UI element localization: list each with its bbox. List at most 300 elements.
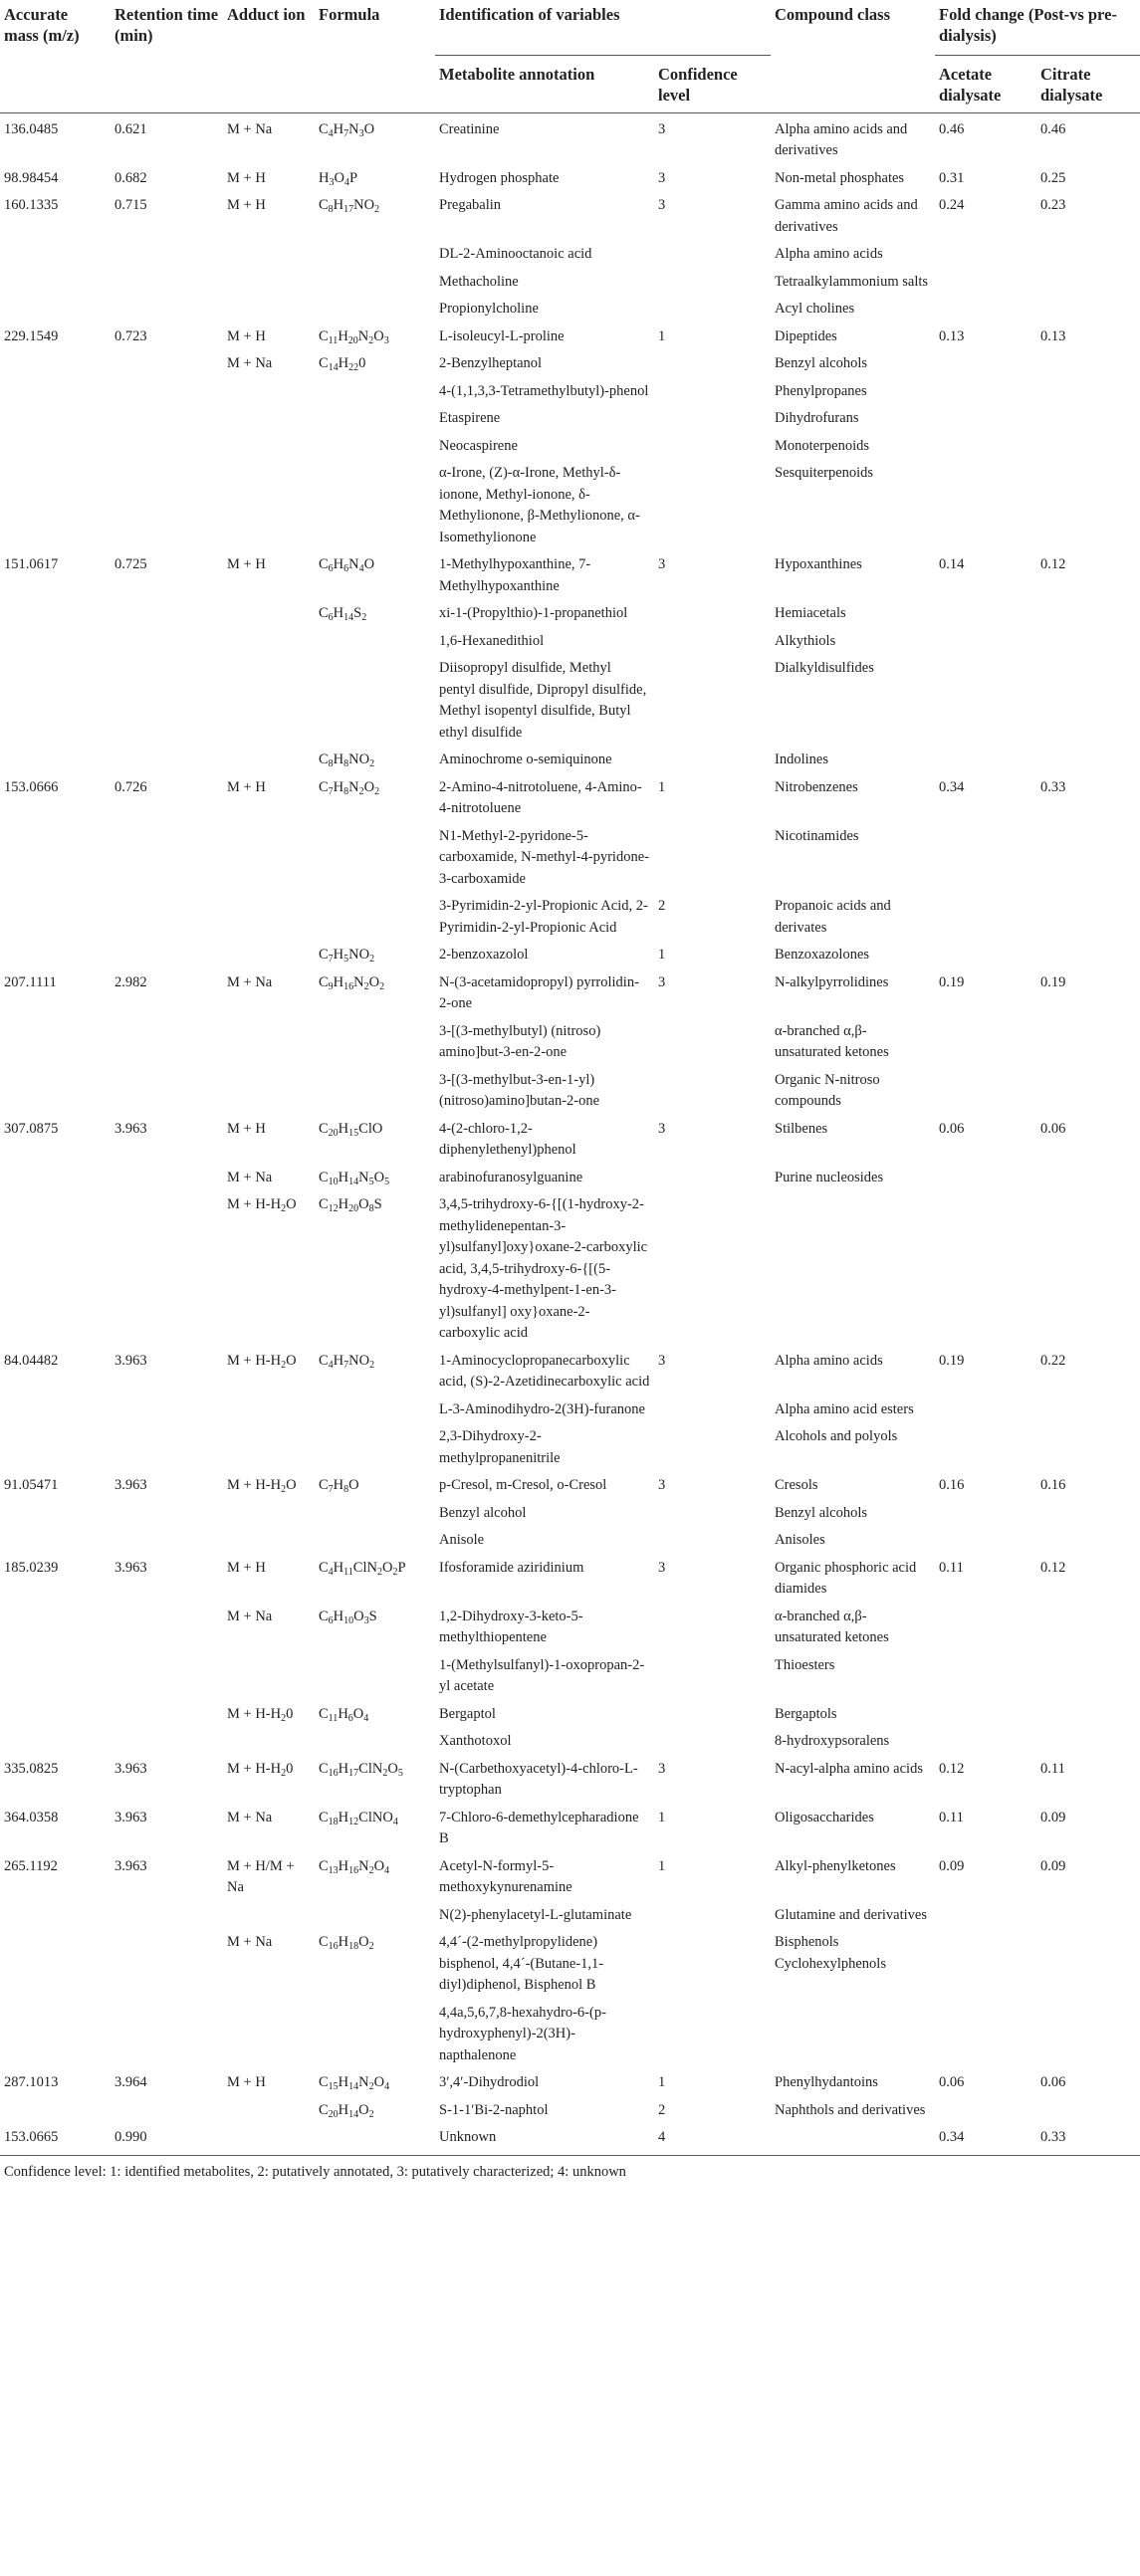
retention-time-cell: 0.715 xyxy=(114,197,147,214)
annotation-cell: 7-Chloro-6-demethylcepharadione B xyxy=(439,1809,639,1847)
retention-time-cell: 0.682 xyxy=(114,169,147,186)
retention-time-cell: 3.964 xyxy=(114,2074,147,2091)
citrate-cell xyxy=(1036,1191,1140,1348)
header-identification: Identification of variables xyxy=(435,0,771,55)
annotation-cell: Xanthotoxol xyxy=(439,1733,512,1750)
table-row xyxy=(0,1423,1140,1472)
adduct-cell: M + H xyxy=(227,1559,266,1576)
acetate-cell: 0.16 xyxy=(939,1477,965,1494)
retention-time-cell xyxy=(111,1527,223,1555)
formula-cell xyxy=(315,433,435,461)
formula-cell: $C_{15}H_{14}N_2O_4$ xyxy=(319,2074,390,2093)
retention-time-cell: 3.963 xyxy=(114,1120,147,1137)
annotation-cell: Neocaspirene xyxy=(439,437,518,454)
confidence-cell: 2 xyxy=(658,898,666,915)
table-row xyxy=(0,1701,1140,1729)
acetate-cell xyxy=(935,269,1036,297)
retention-time-cell: 0.723 xyxy=(114,327,147,344)
confidence-cell xyxy=(654,433,771,461)
mass-cell xyxy=(0,1728,111,1756)
citrate-cell xyxy=(1036,823,1140,894)
acetate-cell xyxy=(935,1500,1036,1528)
confidence-cell: 4 xyxy=(654,2124,771,2155)
citrate-cell: 0.22 xyxy=(1040,1352,1066,1369)
acetate-cell xyxy=(935,1067,1036,1116)
retention-time-cell xyxy=(111,405,223,433)
citrate-cell: 0.19 xyxy=(1040,973,1066,990)
citrate-cell: 0.33 xyxy=(1036,2124,1140,2155)
table-row xyxy=(0,628,1140,656)
formula-cell xyxy=(315,1067,435,1116)
citrate-cell xyxy=(1036,460,1140,551)
acetate-cell: 0.09 xyxy=(939,1857,965,1874)
compound-class-cell: α-branched α,β-unsaturated ketones xyxy=(775,1022,889,1061)
acetate-cell: 0.34 xyxy=(939,778,965,795)
table-row xyxy=(0,1756,1140,1805)
formula-cell: $C_{12}H_{20}O_8S$ xyxy=(319,1196,382,1215)
compound-class-cell: Non-metal phosphates xyxy=(775,169,905,186)
formula-cell xyxy=(315,241,435,269)
acetate-cell: 0.34 xyxy=(935,2124,1036,2155)
table-row xyxy=(0,165,1140,193)
table-row xyxy=(0,1472,1140,1500)
compound-class-cell: Benzyl alcohols xyxy=(775,355,868,372)
header-citrate-dialysate: Citrate dialysate xyxy=(1036,55,1140,112)
formula-cell: $C_7H_8N_2O_2$ xyxy=(319,778,380,797)
formula-cell: $C_6H_{10}O_3S$ xyxy=(319,1608,377,1626)
adduct-cell: M + Na xyxy=(227,1608,273,1624)
retention-time-cell xyxy=(111,1165,223,1192)
compound-class-cell: Alpha amino acids and derivatives xyxy=(775,120,908,159)
confidence-cell xyxy=(654,1902,771,1930)
confidence-cell xyxy=(654,1701,771,1729)
confidence-cell: 3 xyxy=(658,169,666,186)
formula-cell: $C_7H_8O$ xyxy=(319,1477,359,1496)
table-row xyxy=(0,378,1140,406)
acetate-cell xyxy=(935,1701,1036,1729)
mass-cell xyxy=(0,1652,111,1701)
formula-cell: $C_{20}H_{15}ClO$ xyxy=(319,1120,383,1139)
compound-class-cell: Organic N-nitroso compounds xyxy=(775,1071,880,1110)
table-row xyxy=(0,774,1140,823)
acetate-cell xyxy=(935,1902,1036,1930)
formula-cell: $C_{11}H_6O_4$ xyxy=(319,1705,369,1724)
confidence-cell xyxy=(654,600,771,628)
annotation-cell: Hydrogen phosphate xyxy=(439,169,560,186)
confidence-cell xyxy=(654,1604,771,1652)
adduct-cell: M + H xyxy=(227,1120,266,1137)
adduct-cell xyxy=(223,1396,315,1424)
citrate-cell: 0.16 xyxy=(1040,1477,1066,1494)
compound-class-cell: Benzyl alcohols xyxy=(775,1504,868,1521)
adduct-cell: $M + H-H_20$ xyxy=(227,1760,294,1779)
adduct-cell: $M + H-H_2O$ xyxy=(227,1352,297,1371)
annotation-cell: N1-Methyl-2-pyridone-5-carboxamide, N-methyl-4-pyridone-3-carboxamide xyxy=(439,827,649,887)
acetate-cell xyxy=(935,460,1036,551)
citrate-cell xyxy=(1036,1652,1140,1701)
confidence-cell: 1 xyxy=(658,778,666,795)
formula-cell xyxy=(315,628,435,656)
formula-cell: $C_4H_{11}ClN_2O_2P$ xyxy=(319,1559,406,1578)
compound-class-cell: N-alkylpyrrolidines xyxy=(775,973,889,990)
acetate-cell xyxy=(935,1191,1036,1348)
retention-time-cell xyxy=(111,1929,223,2000)
citrate-cell: 0.25 xyxy=(1040,169,1066,186)
citrate-cell xyxy=(1036,1929,1140,2000)
formula-cell xyxy=(315,460,435,551)
confidence-cell xyxy=(654,655,771,747)
mass-cell xyxy=(0,2000,111,2070)
confidence-cell: 3 xyxy=(658,1120,666,1137)
adduct-cell xyxy=(223,1423,315,1472)
compound-class-cell: Purine nucleosides xyxy=(775,1169,884,1185)
confidence-cell xyxy=(654,747,771,774)
formula-cell: $C_6H_6N_4O$ xyxy=(319,556,375,575)
formula-cell: $H_3O_4P$ xyxy=(319,169,358,188)
mass-cell xyxy=(0,1701,111,1729)
compound-class-cell: Dihydrofurans xyxy=(775,410,859,427)
formula-cell xyxy=(315,1018,435,1067)
compound-class-cell: Thioesters xyxy=(775,1656,835,1673)
confidence-cell xyxy=(654,1929,771,2000)
citrate-cell xyxy=(1036,1604,1140,1652)
mass-cell: 98.98454 xyxy=(4,169,59,186)
formula-cell xyxy=(315,1527,435,1555)
acetate-cell: 0.11 xyxy=(939,1809,964,1825)
confidence-cell xyxy=(654,1652,771,1701)
annotation-cell: 4,4´-(2-methylpropylidene) bisphenol, 4,4´-(Butane-1,1-diyl)diphenol, Bisphenol B xyxy=(439,1934,604,1994)
mass-cell: 307.0875 xyxy=(4,1120,59,1137)
citrate-cell: 0.12 xyxy=(1040,1559,1066,1576)
compound-class-cell: N-acyl-alpha amino acids xyxy=(775,1760,923,1777)
acetate-cell xyxy=(935,600,1036,628)
table-row xyxy=(0,942,1140,969)
annotation-cell: 3-[(3-methylbut-3-en-1-yl) (nitroso)amino]butan-2-one xyxy=(439,1071,600,1110)
confidence-cell xyxy=(654,1423,771,1472)
compound-class-cell: Tetraalkylammonium salts xyxy=(775,273,929,290)
citrate-cell xyxy=(1036,1500,1140,1528)
adduct-cell xyxy=(223,2124,315,2155)
retention-time-cell xyxy=(111,600,223,628)
citrate-cell xyxy=(1036,942,1140,969)
adduct-cell xyxy=(223,2097,315,2125)
compound-class-cell: Nitrobenzenes xyxy=(775,778,858,795)
annotation-cell: S-1-1′Bi-2-naphtol xyxy=(439,2101,549,2118)
formula-cell xyxy=(315,2124,435,2155)
table-row xyxy=(0,1396,1140,1424)
retention-time-cell xyxy=(111,241,223,269)
header-acetate-dialysate: Acetate dialysate xyxy=(935,55,1036,112)
citrate-cell xyxy=(1036,1527,1140,1555)
confidence-cell xyxy=(654,1396,771,1424)
adduct-cell xyxy=(223,655,315,747)
retention-time-cell xyxy=(111,942,223,969)
annotation-cell: 1-(Methylsulfanyl)-1-oxopropan-2-yl acetate xyxy=(439,1656,645,1695)
header-formula: Formula xyxy=(315,0,435,112)
confidence-cell xyxy=(654,1067,771,1116)
table-row xyxy=(0,460,1140,551)
mass-cell: 185.0239 xyxy=(4,1559,59,1576)
annotation-cell: Aminochrome o-semiquinone xyxy=(439,751,612,768)
retention-time-cell xyxy=(111,1396,223,1424)
annotation-cell: Unknown xyxy=(435,2124,654,2155)
confidence-cell xyxy=(654,1500,771,1528)
retention-time-cell: 0.621 xyxy=(114,120,147,137)
acetate-cell xyxy=(935,628,1036,656)
adduct-cell: M + H xyxy=(227,2074,266,2091)
citrate-cell: 0.33 xyxy=(1040,778,1066,795)
adduct-cell xyxy=(223,1728,315,1756)
adduct-cell xyxy=(223,747,315,774)
formula-cell xyxy=(315,1902,435,1930)
mass-cell: 229.1549 xyxy=(4,327,59,344)
compound-class-cell: Phenylpropanes xyxy=(775,382,867,399)
adduct-cell xyxy=(223,1527,315,1555)
acetate-cell xyxy=(935,1728,1036,1756)
compound-class-cell: Acyl cholines xyxy=(775,301,855,318)
annotation-cell: DL-2-Aminooctanoic acid xyxy=(439,246,592,263)
annotation-cell: 2,3-Dihydroxy-2-methylpropanenitrile xyxy=(439,1428,561,1466)
acetate-cell xyxy=(935,405,1036,433)
confidence-cell: 1 xyxy=(658,1857,666,1874)
acetate-cell: 0.14 xyxy=(939,556,965,573)
table-row xyxy=(0,893,1140,942)
mass-cell: 151.0617 xyxy=(4,556,59,573)
compound-class-cell: Alpha amino acids xyxy=(775,1352,883,1369)
table-row xyxy=(0,655,1140,747)
citrate-cell xyxy=(1036,2000,1140,2070)
retention-time-cell: 0.990 xyxy=(111,2124,223,2155)
adduct-cell: M + H xyxy=(227,556,266,573)
formula-cell xyxy=(315,893,435,942)
compound-class-cell: Dialkyldisulfides xyxy=(775,660,874,677)
retention-time-cell xyxy=(111,2097,223,2125)
adduct-cell xyxy=(223,2000,315,2070)
compound-class-cell: Gamma amino acids and derivatives xyxy=(775,197,918,235)
citrate-cell xyxy=(1036,747,1140,774)
citrate-cell: 0.09 xyxy=(1040,1809,1066,1825)
confidence-cell xyxy=(654,1527,771,1555)
citrate-cell xyxy=(1036,296,1140,323)
retention-time-cell xyxy=(111,1423,223,1472)
formula-cell xyxy=(315,269,435,297)
confidence-cell xyxy=(654,1728,771,1756)
compound-class-cell: Bergaptols xyxy=(775,1705,837,1722)
formula-cell: $C_6H_{14}S_2$ xyxy=(319,605,367,624)
mass-cell xyxy=(0,405,111,433)
citrate-cell xyxy=(1036,433,1140,461)
acetate-cell xyxy=(935,1604,1036,1652)
adduct-cell: M + Na xyxy=(227,1809,273,1825)
compound-class-cell: Anisoles xyxy=(775,1532,825,1549)
confidence-cell xyxy=(654,269,771,297)
table-row xyxy=(0,1728,1140,1756)
adduct-cell xyxy=(223,942,315,969)
acetate-cell xyxy=(935,1018,1036,1067)
confidence-cell xyxy=(654,1018,771,1067)
confidence-cell xyxy=(654,241,771,269)
compound-class-cell: Organic phosphoric acid diamides xyxy=(775,1559,917,1598)
citrate-cell xyxy=(1036,2097,1140,2125)
retention-time-cell xyxy=(111,1902,223,1930)
retention-time-cell xyxy=(111,1728,223,1756)
confidence-cell: 3 xyxy=(658,1352,666,1369)
acetate-cell: 0.06 xyxy=(939,1120,965,1137)
confidence-cell: 1 xyxy=(658,1809,666,1825)
annotation-cell: α-Irone, (Z)-α-Irone, Methyl-δ-ionone, Methyl-ionone, δ-Methylionone, β-Methylionone, α-Isomethylionone xyxy=(439,465,640,545)
compound-class-cell xyxy=(771,1191,935,1348)
mass-cell xyxy=(0,1929,111,2000)
mass-cell: 364.0358 xyxy=(4,1809,59,1825)
formula-cell xyxy=(315,1652,435,1701)
mass-cell xyxy=(0,942,111,969)
confidence-cell xyxy=(654,296,771,323)
mass-cell xyxy=(0,241,111,269)
acetate-cell xyxy=(935,942,1036,969)
header-adduct-ion: Adduct ion xyxy=(223,0,315,112)
adduct-cell xyxy=(223,241,315,269)
formula-cell: $C_{13}H_{16}N_2O_4$ xyxy=(319,1857,390,1876)
annotation-cell: Acetyl-N-formyl-5-methoxykynurenamine xyxy=(439,1857,572,1896)
formula-cell xyxy=(315,655,435,747)
retention-time-cell xyxy=(111,823,223,894)
retention-time-cell: 3.963 xyxy=(114,1559,147,1576)
confidence-cell: 1 xyxy=(658,947,666,964)
annotation-cell: Bergaptol xyxy=(439,1705,496,1722)
annotation-cell: 4-(2-chloro-1,2-diphenylethenyl)phenol xyxy=(439,1120,576,1159)
annotation-cell: 2-benzoxazolol xyxy=(439,947,529,964)
table-row xyxy=(0,1929,1140,2000)
formula-cell xyxy=(315,1423,435,1472)
mass-cell xyxy=(0,378,111,406)
retention-time-cell xyxy=(111,1500,223,1528)
formula-cell: $C_{11}H_{20}N_2O_3$ xyxy=(319,327,389,346)
acetate-cell xyxy=(935,655,1036,747)
confidence-cell: 3 xyxy=(658,973,666,990)
retention-time-cell xyxy=(111,1018,223,1067)
adduct-cell: M + H/M + Na xyxy=(227,1857,295,1896)
citrate-cell: 0.13 xyxy=(1040,327,1066,344)
annotation-cell: xi-1-(Propylthio)-1-propanethiol xyxy=(439,605,628,622)
acetate-cell: 0.24 xyxy=(939,197,965,214)
retention-time-cell: 3.963 xyxy=(114,1857,147,1874)
citrate-cell: 0.46 xyxy=(1040,120,1066,137)
confidence-cell: 3 xyxy=(658,197,666,214)
formula-cell xyxy=(315,1728,435,1756)
acetate-cell xyxy=(935,378,1036,406)
formula-cell xyxy=(315,296,435,323)
retention-time-cell xyxy=(111,1652,223,1701)
adduct-cell: M + H xyxy=(227,327,266,344)
formula-cell: $C_8H_{17}NO_2$ xyxy=(319,197,380,216)
mass-cell: 335.0825 xyxy=(4,1760,59,1777)
acetate-cell xyxy=(935,1396,1036,1424)
retention-time-cell xyxy=(111,378,223,406)
acetate-cell xyxy=(935,823,1036,894)
table-footnote: Confidence level: 1: identified metabolites, 2: putatively annotated, 3: putatively characterized; 4: unknown xyxy=(4,2163,626,2180)
table-row xyxy=(0,1902,1140,1930)
mass-cell xyxy=(0,747,111,774)
citrate-cell xyxy=(1036,655,1140,747)
adduct-cell xyxy=(223,823,315,894)
annotation-cell: 1-Aminocyclopropanecarboxylic acid, (S)-2-Azetidinecarboxylic acid xyxy=(439,1352,650,1391)
mass-cell: 84.04482 xyxy=(4,1352,59,1369)
table-row xyxy=(0,2069,1140,2097)
annotation-cell: L-3-Aminodihydro-2(3H)-furanone xyxy=(439,1400,645,1417)
mass-cell: 153.0666 xyxy=(4,778,59,795)
retention-time-cell xyxy=(111,655,223,747)
acetate-cell: 0.19 xyxy=(939,973,965,990)
compound-class-cell: Indolines xyxy=(775,751,828,768)
retention-time-cell: 2.982 xyxy=(114,973,147,990)
mass-cell xyxy=(0,628,111,656)
compound-class-cell: Stilbenes xyxy=(775,1120,828,1137)
table-row xyxy=(0,969,1140,1018)
citrate-cell xyxy=(1036,1728,1140,1756)
annotation-cell: Benzyl alcohol xyxy=(439,1504,527,1521)
confidence-cell: 3 xyxy=(658,1559,666,1576)
mass-cell xyxy=(0,1067,111,1116)
annotation-cell: Diisopropyl disulfide, Methyl pentyl disulfide, Dipropyl disulfide, Methyl isopentyl disulfide, Butyl ethyl disulfide xyxy=(439,660,647,741)
mass-cell xyxy=(0,1500,111,1528)
confidence-cell: 1 xyxy=(658,2074,666,2091)
adduct-cell xyxy=(223,296,315,323)
annotation-cell: Propionylcholine xyxy=(439,301,539,318)
citrate-cell xyxy=(1036,378,1140,406)
table-row xyxy=(0,350,1140,378)
table-row xyxy=(0,269,1140,297)
compound-class-cell: Monoterpenoids xyxy=(775,437,870,454)
acetate-cell: 0.06 xyxy=(939,2074,965,2091)
mass-cell xyxy=(0,460,111,551)
citrate-cell xyxy=(1036,1423,1140,1472)
compound-class-cell xyxy=(771,2124,935,2155)
citrate-cell xyxy=(1036,600,1140,628)
formula-cell: $C_{16}H_{18}O_2$ xyxy=(319,1934,374,1953)
compound-class-cell: Alpha amino acids xyxy=(775,246,883,263)
retention-time-cell xyxy=(111,2000,223,2070)
confidence-cell xyxy=(654,405,771,433)
formula-cell: $C_{10}H_{14}N_5O_5$ xyxy=(319,1169,390,1187)
adduct-cell xyxy=(223,893,315,942)
mass-cell: 153.0665 xyxy=(0,2124,111,2155)
adduct-cell xyxy=(223,433,315,461)
mass-cell xyxy=(0,1902,111,1930)
compound-class-cell: Alpha amino acid esters xyxy=(775,1400,914,1417)
compound-class-cell: 8-hydroxypsoralens xyxy=(775,1733,890,1750)
annotation-cell: N(2)-phenylacetyl-L-glutaminate xyxy=(439,1906,632,1923)
formula-cell: $C_{20}H_{14}O_2$ xyxy=(319,2101,374,2120)
annotation-cell: 3-[(3-methylbutyl) (nitroso) amino]but-3-en-2-one xyxy=(439,1022,601,1061)
mass-cell xyxy=(0,1423,111,1472)
formula-cell xyxy=(315,405,435,433)
annotation-cell: Etaspirene xyxy=(439,410,501,427)
compound-class-cell: α-branched α,β-unsaturated ketones xyxy=(775,1608,889,1646)
header-accurate-mass: Accurate mass (m/z) xyxy=(0,0,111,112)
confidence-cell xyxy=(654,628,771,656)
table-row xyxy=(0,1652,1140,1701)
confidence-cell: 3 xyxy=(658,120,666,137)
retention-time-cell: 0.725 xyxy=(114,556,147,573)
adduct-cell: $M + H-H_2O$ xyxy=(227,1477,297,1496)
annotation-cell: Pregabalin xyxy=(439,197,502,214)
formula-cell xyxy=(315,823,435,894)
annotation-cell: 1,2-Dihydroxy-3-keto-5-methylthiopentene xyxy=(439,1608,583,1646)
annotation-cell: 3,4,5-trihydroxy-6-{[(1-hydroxy-2-methylidenepentan-3-yl)sulfanyl]oxy}oxane-2-carboxylic acid, 3,4,5-trihydroxy-6-{[(5-hydroxy-4-methylpent-1-en-3-yl)sulfanyl] oxy}oxane-2-carboxylic acid xyxy=(439,1196,648,1342)
citrate-cell xyxy=(1036,1165,1140,1192)
acetate-cell: 0.12 xyxy=(939,1760,965,1777)
mass-cell: 136.0485 xyxy=(4,120,59,137)
